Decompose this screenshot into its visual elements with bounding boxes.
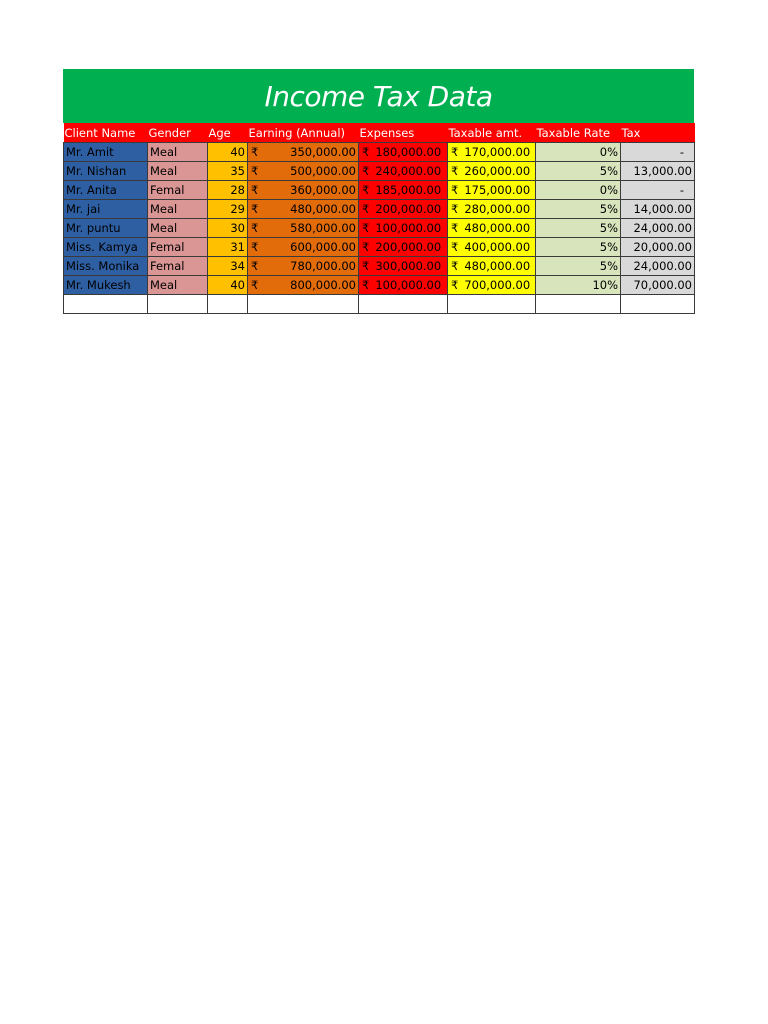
cell-age[interactable]: 40: [208, 143, 248, 162]
cell-expenses[interactable]: ₹ 300,000.00: [359, 257, 448, 276]
cell-client-name[interactable]: Mr. Nishan: [64, 162, 148, 181]
cell-tax[interactable]: 24,000.00: [621, 257, 695, 276]
income-tax-sheet: [63, 69, 694, 314]
empty-cell[interactable]: [621, 295, 695, 314]
empty-cell[interactable]: [359, 295, 448, 314]
cell-age[interactable]: 31: [208, 238, 248, 257]
cell-expenses[interactable]: ₹ 240,000.00: [359, 162, 448, 181]
currency-symbol: ₹: [251, 258, 259, 273]
cell-taxable-rate[interactable]: 5%: [536, 238, 621, 257]
header-row: [64, 123, 695, 143]
currency-symbol: ₹: [451, 144, 459, 159]
cell-taxable-rate[interactable]: 10%: [536, 276, 621, 295]
income-tax-table: [63, 123, 695, 314]
empty-cell[interactable]: [208, 295, 248, 314]
currency-symbol: ₹: [251, 182, 259, 197]
table-body: [64, 143, 695, 314]
cell-earning[interactable]: ₹ 780,000.00: [248, 257, 359, 276]
table-row: [64, 276, 695, 295]
cell-tax[interactable]: 13,000.00: [621, 162, 695, 181]
currency-symbol: ₹: [451, 239, 459, 254]
cell-gender[interactable]: Femal: [148, 257, 208, 276]
currency-symbol: ₹: [451, 182, 459, 197]
cell-tax[interactable]: 24,000.00: [621, 219, 695, 238]
cell-taxable-rate[interactable]: 5%: [536, 200, 621, 219]
cell-earning[interactable]: ₹ 800,000.00: [248, 276, 359, 295]
currency-symbol: ₹: [251, 277, 259, 292]
cell-client-name[interactable]: Mr. jai: [64, 200, 148, 219]
cell-expenses[interactable]: ₹ 185,000.00: [359, 181, 448, 200]
cell-age[interactable]: 40: [208, 276, 248, 295]
table-row: [64, 143, 695, 162]
currency-symbol: ₹: [451, 277, 459, 292]
cell-tax[interactable]: 20,000.00: [621, 238, 695, 257]
cell-expenses[interactable]: ₹ 100,000.00: [359, 219, 448, 238]
currency-symbol: ₹: [451, 258, 459, 273]
cell-expenses[interactable]: ₹ 200,000.00: [359, 200, 448, 219]
currency-symbol: ₹: [362, 163, 370, 178]
currency-symbol: ₹: [362, 258, 370, 273]
currency-symbol: ₹: [251, 144, 259, 159]
currency-symbol: ₹: [362, 239, 370, 254]
cell-taxable-amt[interactable]: ₹ 280,000.00: [448, 200, 536, 219]
header-tax[interactable]: Tax: [621, 123, 695, 143]
cell-age[interactable]: 34: [208, 257, 248, 276]
cell-age[interactable]: 35: [208, 162, 248, 181]
empty-row: [64, 295, 695, 314]
cell-earning[interactable]: ₹ 600,000.00: [248, 238, 359, 257]
cell-gender[interactable]: Meal: [148, 200, 208, 219]
table-row: [64, 257, 695, 276]
table-row: [64, 200, 695, 219]
cell-taxable-rate[interactable]: 0%: [536, 181, 621, 200]
cell-earning[interactable]: ₹ 580,000.00: [248, 219, 359, 238]
cell-taxable-amt[interactable]: ₹ 700,000.00: [448, 276, 536, 295]
cell-expenses[interactable]: ₹ 100,000.00: [359, 276, 448, 295]
cell-expenses[interactable]: ₹ 180,000.00: [359, 143, 448, 162]
cell-gender[interactable]: Meal: [148, 276, 208, 295]
empty-cell[interactable]: [248, 295, 359, 314]
cell-client-name[interactable]: Mr. Amit: [64, 143, 148, 162]
empty-cell[interactable]: [148, 295, 208, 314]
header-age[interactable]: Age: [208, 123, 248, 143]
currency-symbol: ₹: [251, 163, 259, 178]
table-row: [64, 238, 695, 257]
empty-cell[interactable]: [64, 295, 148, 314]
cell-tax[interactable]: -: [621, 181, 695, 200]
currency-symbol: ₹: [362, 144, 370, 159]
currency-symbol: ₹: [251, 201, 259, 216]
table-row: [64, 162, 695, 181]
header-taxable-rate[interactable]: Taxable Rate: [536, 123, 621, 143]
cell-client-name[interactable]: Mr. puntu: [64, 219, 148, 238]
currency-symbol: ₹: [251, 239, 259, 254]
cell-taxable-amt[interactable]: ₹ 400,000.00: [448, 238, 536, 257]
table-row: [64, 219, 695, 238]
cell-taxable-rate[interactable]: 5%: [536, 219, 621, 238]
cell-client-name[interactable]: Mr. Anita: [64, 181, 148, 200]
cell-client-name[interactable]: Mr. Mukesh: [64, 276, 148, 295]
currency-symbol: ₹: [362, 201, 370, 216]
cell-age[interactable]: 29: [208, 200, 248, 219]
cell-age[interactable]: 30: [208, 219, 248, 238]
header-expenses[interactable]: Expenses: [359, 123, 448, 143]
currency-symbol: ₹: [251, 220, 259, 235]
cell-expenses[interactable]: ₹ 200,000.00: [359, 238, 448, 257]
empty-cell[interactable]: [536, 295, 621, 314]
table-row: [64, 181, 695, 200]
cell-taxable-amt[interactable]: ₹ 170,000.00: [448, 143, 536, 162]
currency-symbol: ₹: [451, 201, 459, 216]
cell-earning[interactable]: ₹ 350,000.00: [248, 143, 359, 162]
currency-symbol: ₹: [362, 277, 370, 292]
currency-symbol: ₹: [451, 220, 459, 235]
cell-taxable-amt[interactable]: ₹ 480,000.00: [448, 257, 536, 276]
currency-symbol: ₹: [362, 220, 370, 235]
cell-taxable-amt[interactable]: ₹ 480,000.00: [448, 219, 536, 238]
cell-tax[interactable]: 70,000.00: [621, 276, 695, 295]
cell-gender[interactable]: Femal: [148, 238, 208, 257]
sheet-title: Income Tax Data: [63, 69, 694, 123]
cell-earning[interactable]: ₹ 480,000.00: [248, 200, 359, 219]
cell-taxable-rate[interactable]: 5%: [536, 257, 621, 276]
cell-gender[interactable]: Meal: [148, 162, 208, 181]
cell-taxable-amt[interactable]: ₹ 260,000.00: [448, 162, 536, 181]
cell-gender[interactable]: Femal: [148, 181, 208, 200]
header-client-name[interactable]: Client Name: [64, 123, 148, 143]
currency-symbol: ₹: [451, 163, 459, 178]
cell-client-name[interactable]: Miss. Kamya: [64, 238, 148, 257]
cell-client-name[interactable]: Miss. Monika: [64, 257, 148, 276]
cell-tax[interactable]: 14,000.00: [621, 200, 695, 219]
header-taxable-amt[interactable]: Taxable amt.: [448, 123, 536, 143]
cell-taxable-rate[interactable]: 5%: [536, 162, 621, 181]
cell-gender[interactable]: Meal: [148, 143, 208, 162]
cell-age[interactable]: 28: [208, 181, 248, 200]
empty-cell[interactable]: [448, 295, 536, 314]
cell-taxable-rate[interactable]: 0%: [536, 143, 621, 162]
currency-symbol: ₹: [362, 182, 370, 197]
cell-earning[interactable]: ₹ 500,000.00: [248, 162, 359, 181]
cell-tax[interactable]: -: [621, 143, 695, 162]
cell-taxable-amt[interactable]: ₹ 175,000.00: [448, 181, 536, 200]
header-earning[interactable]: Earning (Annual): [248, 123, 359, 143]
cell-earning[interactable]: ₹ 360,000.00: [248, 181, 359, 200]
header-gender[interactable]: Gender: [148, 123, 208, 143]
cell-gender[interactable]: Meal: [148, 219, 208, 238]
